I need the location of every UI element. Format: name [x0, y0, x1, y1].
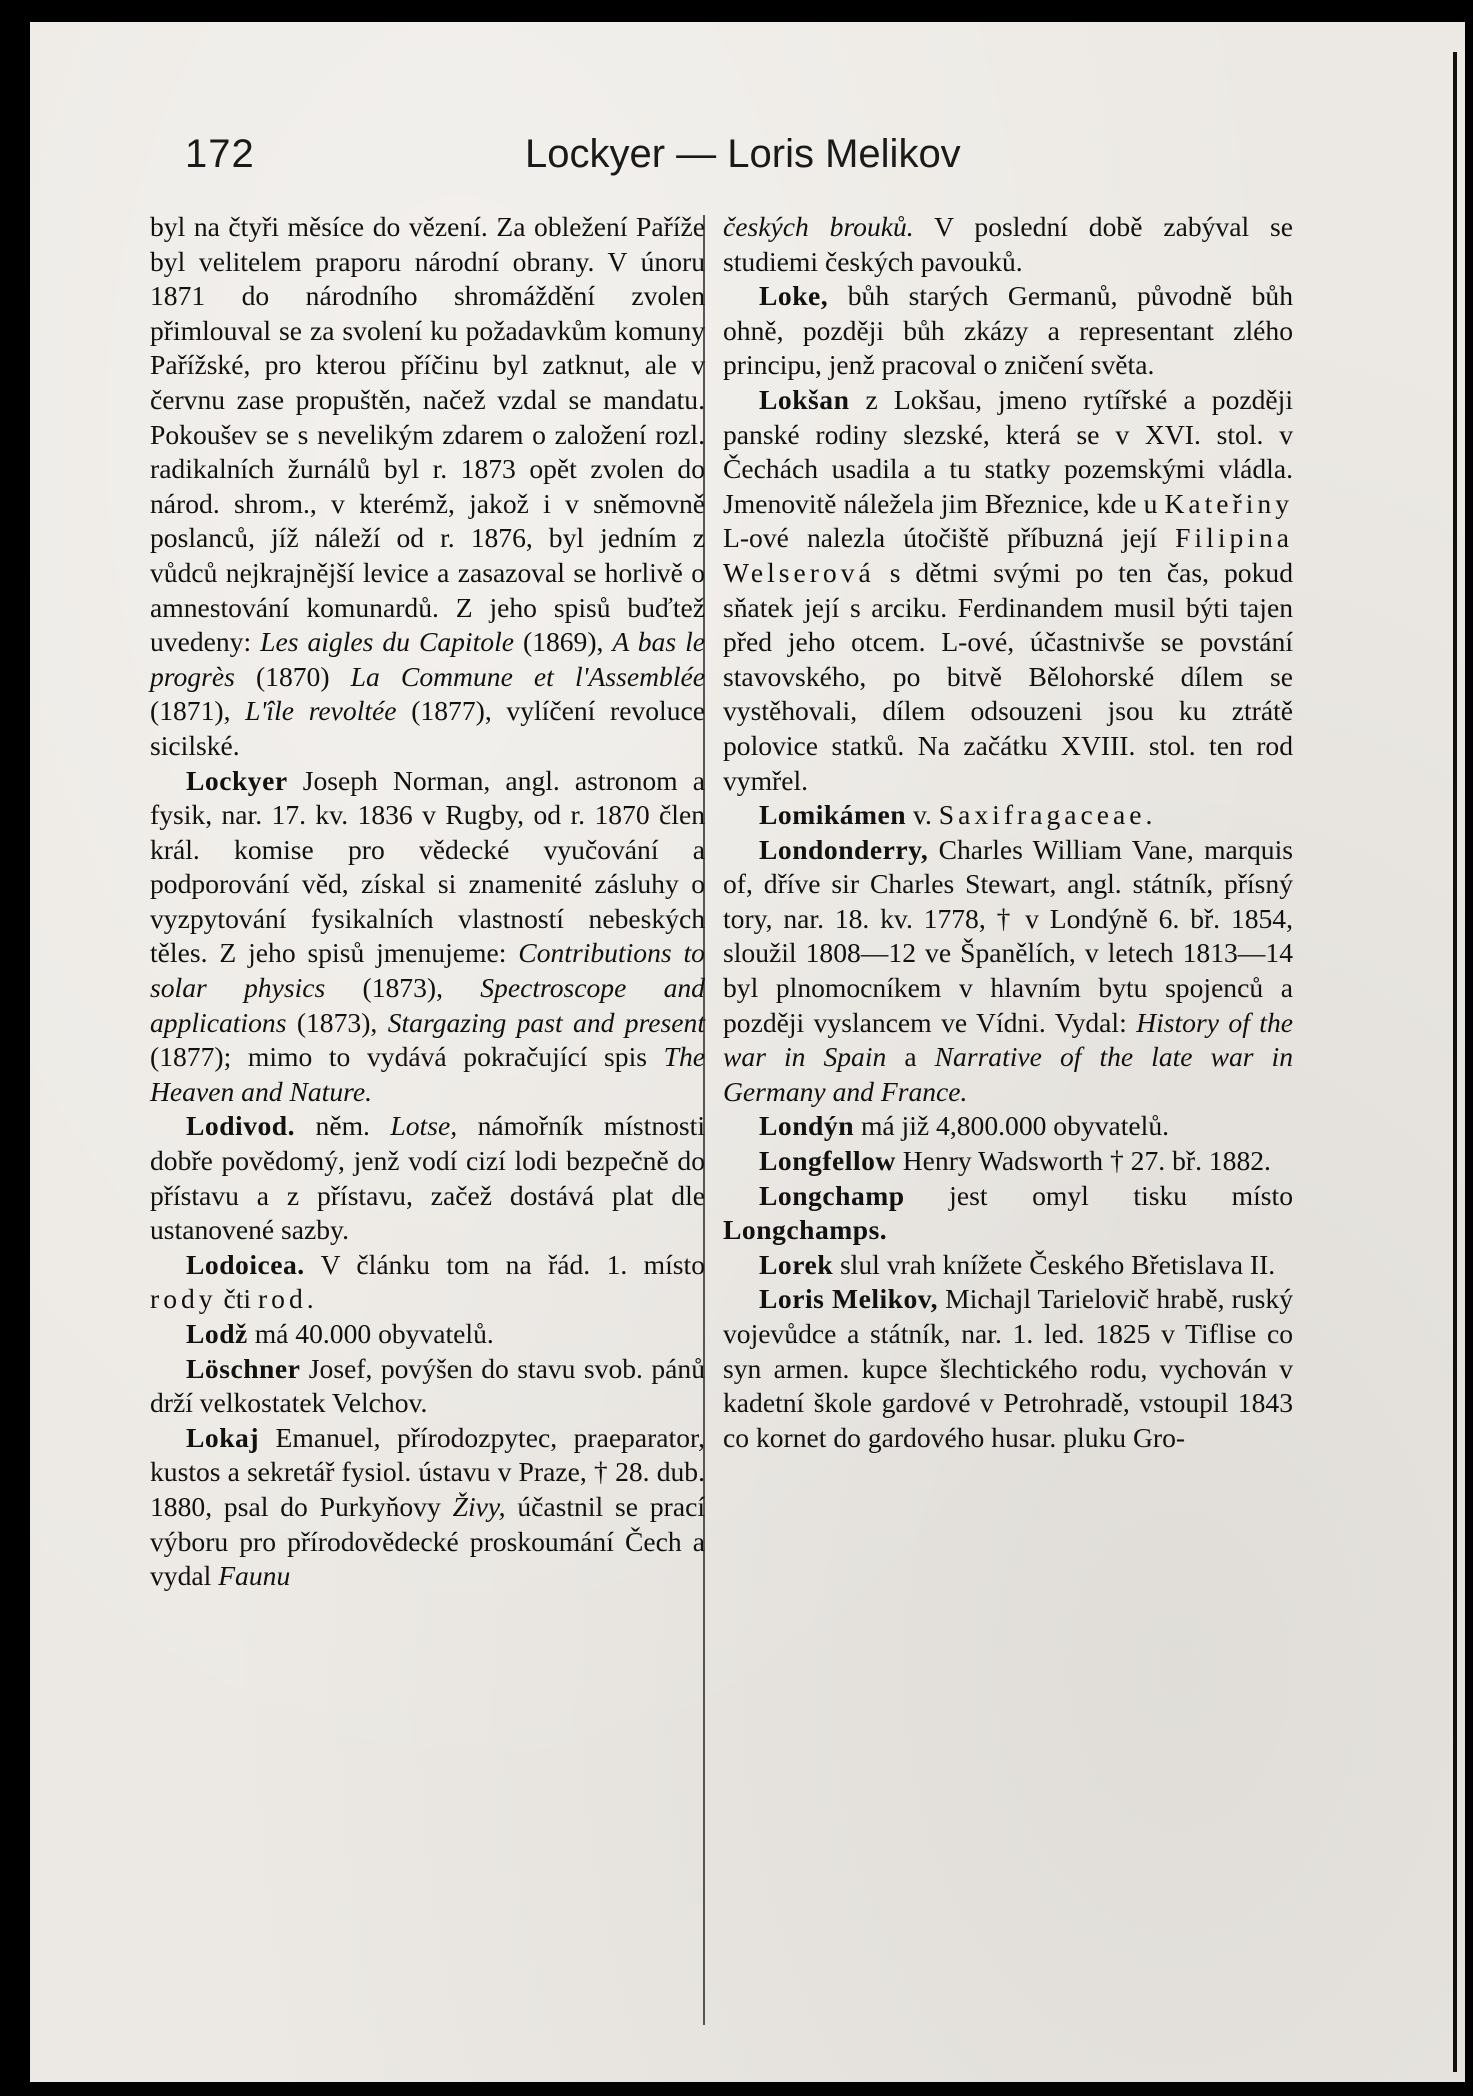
entry-term: Longchamps.	[723, 1214, 888, 1246]
entry-lodz: Lodž má 40.000 obyvatelů.	[186, 1318, 494, 1349]
entry-term: Lokaj	[186, 1421, 260, 1453]
page-number: 172	[185, 132, 255, 176]
entry-londyn: Londýn má již 4,800.000 obyvatelů.	[759, 1110, 1170, 1142]
entry-longchamp: Longchamp jest omyl tisku místo Longchamps.	[723, 1179, 1293, 1246]
entry-term: Lodoicea.	[186, 1248, 305, 1280]
entry-loschner: Löschner Josef, povýšen do stavu svob. pánů drží velkostatek Velchov.	[150, 1352, 705, 1419]
entry-term: Loke,	[759, 280, 829, 312]
spaced-word: Kateřiny	[1164, 487, 1293, 519]
entry-lodoicea: Lodoicea. V článku tom na řád. 1. místo rody čti rod.	[150, 1248, 705, 1315]
entry-lorek: Lorek slul vrah knížete Českého Břetislava II.	[759, 1248, 1276, 1280]
work-title: Contributions to solar physics	[150, 937, 705, 1004]
entry-term: Lodivod.	[186, 1110, 296, 1142]
entry-continuation: českých brouků. V poslední době zabýval se studiemi českých pavouků.	[723, 211, 1294, 277]
entry-lockyer: Lockyer Joseph Norman, angl. astronom a fysik, nar. 17. kv. 1836 v Rugby, od r. 1870 člen král. komise pro vědecké vyučování a podporování věd, získal si znamenité zásluhy o vyzpytování fysikalních vlastností nebeských těles. Z jeho spisů jmenujeme: Contributions to solar physics (1873), Spectroscope and applications (1873), Stargazing past and present (1877); mimo to vydává pokračující spis The Heaven and Nature.	[150, 764, 706, 1107]
entry-term: Lomikámen	[759, 799, 907, 831]
work-title: History of the war in Spain	[723, 1006, 1293, 1073]
entry-loke: Loke, bůh starých Germanů, původně bůh ohně, později bůh zkázy a representant zlého principu, jenž pracoval o zničení světa.	[723, 280, 1293, 381]
work-title: Stargazing past and present	[387, 1006, 706, 1038]
entry-loris-melikov: Loris Melikov, Michajl Tarielovič hrabě, ruský vojevůdce a státník, nar. 1. led. 1825 v Tiflise co syn armen. kupce šlechtického rodu, vychován v kadetní škole gardové v Petrohradě, vstoupil 1843 co kornet do gardového husar. pluku Gro-	[723, 1283, 1293, 1453]
entry-longfellow: Longfellow Henry Wadsworth † 27. bř. 1882.	[759, 1145, 1271, 1177]
work-title: L'île revoltée	[245, 695, 397, 727]
work-title: Faunu	[218, 1560, 291, 1592]
entry-term: Londýn	[759, 1110, 855, 1142]
entry-continuation: byl na čtyři měsíce do vězení. Za obležení Paříže byl velitelem praporu národní obrany. V únoru 1871 do národního shromáždění zvolen přimlouval se za svolení ku požadavkům komuny Pařížské, pro kterou příčinu byl zatknut, ale v červnu zase propuštěn, načež vzdal se mandatu. Pokoušev se s nevelikým zdarem o založení rozl. radikalních žurnálů byl r. 1873 opět zvolen do národ. shrom., v kterémž, jakož i v sněmovně poslanců, jíž náleží od r. 1876, byl jedním z vůdců nejkrajnější levice a zasazoval se horlivě o amnestování komunardů. Z jeho spisů buďtež uvedeny: Les aigles du Capitole (1869), A bas le progrès (1870) La Commune et l'Assemblée (1871), L'île revoltée (1877), vylíčení revoluce sicilské.	[150, 211, 705, 761]
right-column	[723, 210, 1293, 1455]
running-head: Lockyer — Loris Melikov	[525, 132, 961, 176]
spaced-word: Filipina Welserová	[723, 522, 1293, 588]
work-title: La Commune et l'Assemblée	[350, 660, 705, 692]
entry-loksan: Lokšan z Lokšau, jmeno rytířské a později panské rodiny slezské, která se v XVI. stol. v Čechách usadila a tu statky pozemskými vládla. Jmenovitě náležela jim Březnice, kde u Kateřiny L-ové nalezla útočiště příbuzná její Filipina Welserová s dětmi svými po ten čas, pokud sňatek její s arciku. Ferdinandem musil býti tajen před jeho otcem. L-ové, účastnivše se povstání stavovského, po bitvě Bělohorské dílem se vystěhovali, dílem odsouzeni jsou ku ztrátě polovice statků. Na začátku XVIII. stol. ten rod vymřel.	[723, 383, 1293, 796]
entry-term: Löschner	[186, 1352, 301, 1384]
work-title: Les aigles du Capitole	[260, 626, 514, 658]
entry-term: Lodž	[186, 1318, 248, 1349]
entry-term: Lokšan	[759, 383, 850, 415]
entry-term: Lorek	[759, 1248, 834, 1280]
spaced-word: rody	[150, 1283, 217, 1315]
left-column	[150, 210, 705, 1594]
page-header	[185, 132, 1345, 192]
work-title: Živy,	[452, 1490, 506, 1522]
work-title: Narrative of the late war in Germany and France.	[723, 1041, 1294, 1107]
entry-term: Londonderry,	[759, 833, 929, 865]
entry-term: Loris Melikov,	[759, 1283, 938, 1315]
spaced-word: Saxifragaceae.	[938, 799, 1157, 831]
work-title: The Heaven and Nature.	[150, 1041, 705, 1107]
entry-lodivod: Lodivod. něm. Lotse, námořník místnosti dobře povědomý, jenž vodí cizí lodi bezpečně do přístavu a z přístavu, začež dostává plat dle ustanovené sazby.	[150, 1110, 705, 1246]
entry-term: Lockyer	[186, 764, 288, 796]
page-edge-line	[1453, 52, 1457, 2072]
entry-londonderry: Londonderry, Charles William Vane, marquis of, dříve sir Charles Stewart, angl. státník, přísný tory, nar. 18. kv. 1778, † v Londýně 6. bř. 1854, sloužil 1808—12 ve Španělích, v letech 1813—14 byl plnomocníkem v hlavním bytu spojenců a později vyslancem ve Vídni. Vydal: History of the war in Spain a Narrative of the late war in Germany and France.	[723, 833, 1294, 1107]
entry-lomikamen: Lomikámen v. Saxifragaceae.	[759, 799, 1157, 831]
entry-term: Longfellow	[759, 1145, 896, 1177]
work-title: českých brouků.	[723, 211, 914, 242]
foreign-word: Lotse,	[390, 1110, 458, 1142]
entry-term: Longchamp	[759, 1179, 905, 1211]
work-title: Spectroscope and applications	[150, 972, 705, 1038]
entry-lokaj: Lokaj Emanuel, přírodozpytec, praeparator, kustos a sekretář fysiol. ústavu v Praze, † 28. dub. 1880, psal do Purkyňovy Živy, účastnil se prací výboru pro přírodovědecké proskoumání Čech a vydal Faunu	[150, 1421, 706, 1592]
spaced-word: rod.	[257, 1283, 318, 1315]
work-title: A bas le progrès	[150, 626, 705, 692]
